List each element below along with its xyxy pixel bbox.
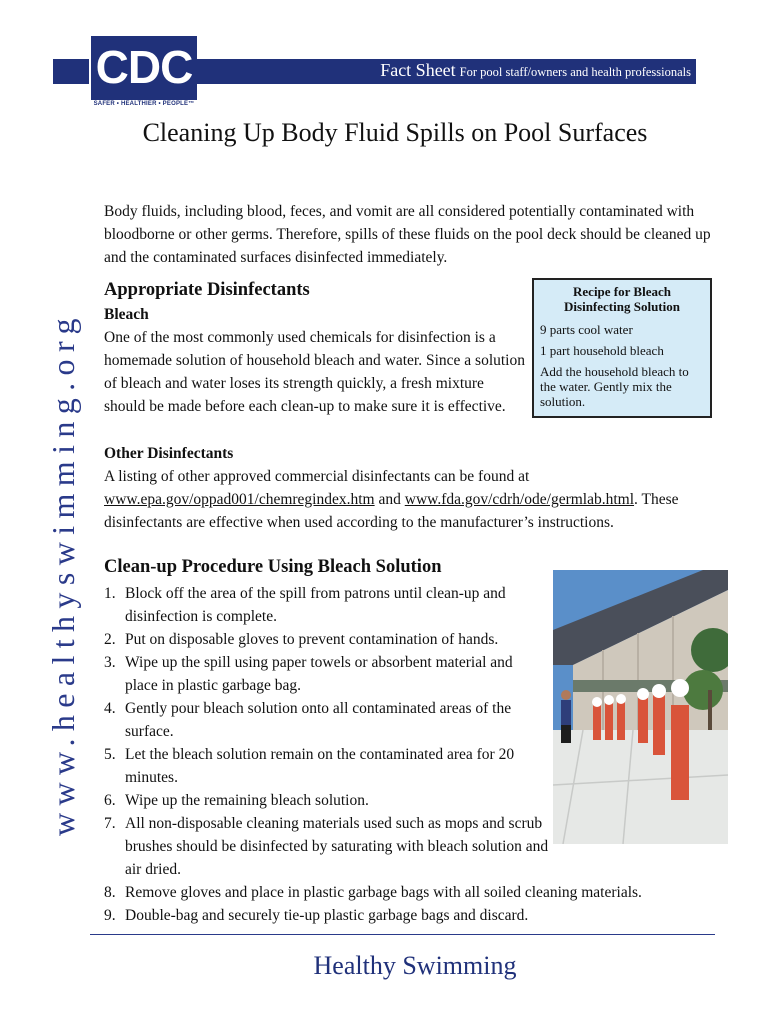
step-text: Let the bleach solution remain on the contaminated area for 20 minutes. (125, 746, 515, 786)
step-number: 8. (104, 884, 116, 901)
step-number: 9. (104, 907, 116, 924)
recipe-line: 9 parts cool water (540, 322, 633, 337)
other-text-2: and (374, 491, 405, 508)
bleach-paragraph: One of the most commonly used chemicals for disinfection is a homemade solution of household bleach and water. Since a solution of bleach and water loses its strength quickly, a fresh mixture should be made before each clean-up to make sure it is effective. (104, 329, 525, 415)
cdc-logo-tagline: SAFER • HEALTHIER • PEOPLE™ (93, 101, 195, 107)
epa-link[interactable]: www.epa.gov/oppad001/chemregindex.htm (104, 491, 375, 508)
header-text (380, 60, 691, 81)
step-number: 7. (104, 815, 116, 832)
other-disinfectants-heading: Other Disinfectants (104, 445, 234, 462)
step-number: 1. (104, 585, 116, 602)
lifeguards-photo-drawing (553, 570, 728, 844)
fact-sheet-label: Fact Sheet (380, 60, 456, 80)
step-number: 5. (104, 746, 116, 763)
page-title: Cleaning Up Body Fluid Spills on Pool Surfaces (142, 118, 648, 147)
step-text: Gently pour bleach solution onto all contaminated areas of the surface. (125, 700, 512, 740)
audience-label: For pool staff/owners and health professionals (459, 65, 691, 79)
recipe-line: 1 part household bleach (540, 343, 664, 358)
other-text-1: A listing of other approved commercial disinfectants can be found at (104, 468, 530, 485)
cdc-logo-letters: CDC (95, 41, 193, 93)
procedure-step (104, 881, 704, 904)
footer-title: Healthy Swimming (313, 951, 517, 980)
step-number: 6. (104, 792, 116, 809)
step-text: Block off the area of the spill from patrons until clean-up and disinfection is complete. (125, 585, 506, 625)
step-number: 2. (104, 631, 116, 648)
step-text: Wipe up the remaining bleach solution. (125, 792, 369, 809)
lifeguards-photo (553, 570, 728, 844)
disinfectants-heading: Appropriate Disinfectants (104, 280, 310, 300)
other-text-3: . These disinfectants are effective when used according to the manufacturer’s instructions. (104, 491, 679, 531)
step-text: All non-disposable cleaning materials used such as mops and scrub brushes should be disinfected by saturating with bleach solution and air dried. (125, 815, 549, 878)
intro-paragraph: Body fluids, including blood, feces, and vomit are all considered potentially contaminated with bloodborne or other germs. Therefore, spills of these fluids on the pool deck should be cleaned up and the contaminated surfaces disinfected immediately. (104, 203, 711, 266)
side-url: www.healthyswimming.org (45, 311, 81, 836)
procedure-step (104, 789, 552, 812)
procedure-step (104, 743, 552, 789)
step-text: Remove gloves and place in plastic garbage bags with all soiled cleaning materials. (125, 884, 642, 901)
step-text: Double-bag and securely tie-up plastic garbage bags and discard. (125, 907, 529, 924)
recipe-line: Add the household bleach to the water. Gently mix the solution. (540, 364, 689, 409)
other-disinfectants-paragraph (104, 465, 730, 534)
step-number: 3. (104, 654, 116, 671)
step-text: Put on disposable gloves to prevent contamination of hands. (125, 631, 499, 648)
step-text: Wipe up the spill using paper towels or absorbent material and place in plastic garbage bag. (125, 654, 513, 694)
step-number: 4. (104, 700, 116, 717)
cdc-logo (89, 36, 197, 110)
procedure-heading: Clean-up Procedure Using Bleach Solution (104, 557, 442, 577)
bleach-heading: Bleach (104, 306, 149, 323)
footer-rule (90, 934, 715, 935)
cdc-logo-box (91, 36, 197, 100)
procedure-step (104, 651, 544, 697)
procedure-step (104, 904, 704, 927)
fda-link[interactable]: www.fda.gov/cdrh/ode/germlab.html (404, 491, 635, 508)
procedure-step (104, 582, 552, 628)
procedure-step (104, 812, 549, 881)
procedure-step (104, 628, 552, 651)
procedure-step (104, 697, 552, 743)
recipe-box (532, 278, 712, 418)
recipe-title: Recipe for Bleach Disinfecting Solution (564, 284, 680, 314)
